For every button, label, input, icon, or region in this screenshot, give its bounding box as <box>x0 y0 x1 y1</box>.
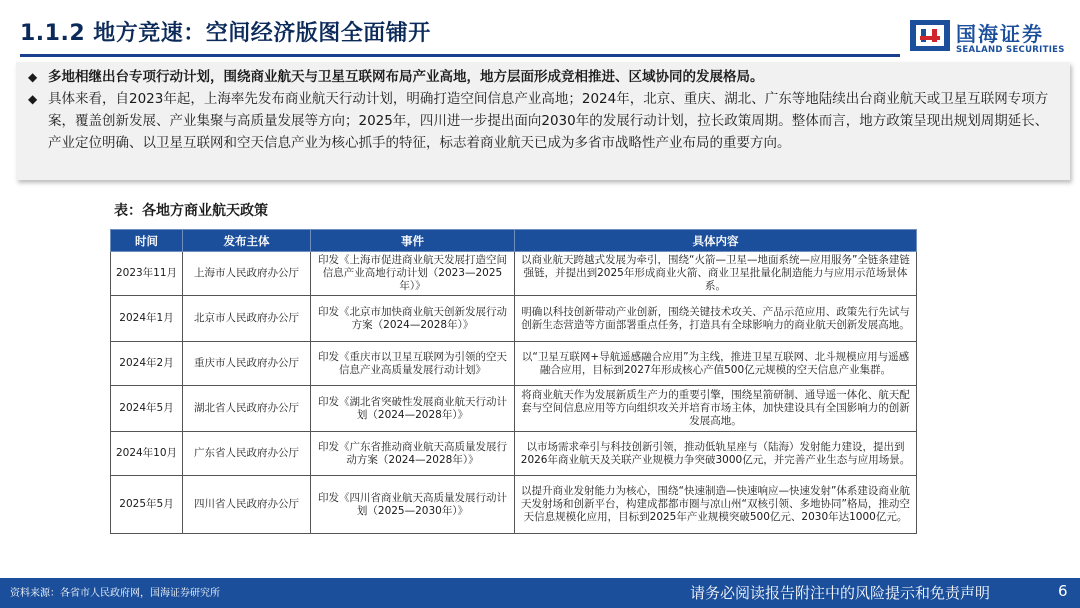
summary-bullet-text: 多地相继出台专项行动计划，围绕商业航天与卫星互联网布局产业高地，地方层面形成竞相推进、区域协同的发展格局。 <box>48 69 764 85</box>
table-header-row <box>111 230 917 252</box>
page-title: 1.1.2 地方竞速：空间经济版图全面铺开 <box>20 21 431 46</box>
cell-content: 以提升商业发射能力为核心，围绕“快速制造—快速响应—快速发射”体系建设商业航天发射场和创新平台，构建成都都市圈与凉山州“双核引领、多地协同”格局，推动空天信息规模化应用，目标到2025年产业规模突破500亿元、2030年达1000亿元。 <box>515 476 917 534</box>
cell-content: 明确以科技创新带动产业创新，围绕关键技术攻关、产品示范应用、政策先行先试与创新生态营造等方面部署重点任务，打造具有全球影响力的商业航天创新发展高地。 <box>515 296 917 342</box>
cell-time: 2024年5月 <box>111 386 183 432</box>
cell-time: 2024年1月 <box>111 296 183 342</box>
logo-chinese-name: 国海证券 <box>956 22 1044 46</box>
cell-event: 印发《重庆市以卫星互联网为引领的空天信息产业高质量发展行动计划》 <box>311 342 515 386</box>
column-header-content: 具体内容 <box>515 230 917 252</box>
company-logo <box>908 14 1068 60</box>
cell-event: 印发《上海市促进商业航天发展打造空间信息产业高地行动计划（2023—2025年）》 <box>311 252 515 296</box>
footer-source: 资料来源：各省市人民政府网，国海证券研究所 <box>10 588 220 599</box>
column-header-time: 时间 <box>111 230 183 252</box>
logo-english-name: SEALAND SECURITIES <box>956 45 1065 55</box>
policy-table <box>110 229 917 534</box>
footer-disclaimer: 请务必阅读报告附注中的风险提示和免责声明 <box>690 584 991 602</box>
cell-content: 以市场需求牵引与科技创新引领，推动低轨星座与（陆海）发射能力建设，提出到2026年商业航天及关联产业规模力争突破3000亿元，并完善产业生态与应用场景。 <box>515 432 917 476</box>
sealand-logo-icon <box>908 16 952 56</box>
title-divider <box>20 54 900 57</box>
cell-issuer: 广东省人民政府办公厅 <box>183 432 311 476</box>
table-row <box>111 296 917 342</box>
page-number: 6 <box>1058 582 1068 600</box>
cell-content: 以商业航天跨越式发展为牵引，围绕“火箭—卫星—地面系统—应用服务”全链条建链强链，并提出到2025年形成商业火箭、商业卫星批量化制造能力与应用示范场景体系。 <box>515 252 917 296</box>
table-row <box>111 432 917 476</box>
cell-issuer: 重庆市人民政府办公厅 <box>183 342 311 386</box>
diamond-bullet-icon: ◆ <box>28 92 38 106</box>
cell-issuer: 湖北省人民政府办公厅 <box>183 386 311 432</box>
cell-time: 2024年10月 <box>111 432 183 476</box>
table-row <box>111 386 917 432</box>
table-row <box>111 252 917 296</box>
cell-event: 印发《四川省商业航天高质量发展行动计划（2025—2030年）》 <box>311 476 515 534</box>
cell-issuer: 四川省人民政府办公厅 <box>183 476 311 534</box>
cell-issuer: 北京市人民政府办公厅 <box>183 296 311 342</box>
cell-event: 印发《湖北省突破性发展商业航天行动计划（2024—2028年）》 <box>311 386 515 432</box>
column-header-issuer: 发布主体 <box>183 230 311 252</box>
table-row <box>111 342 917 386</box>
cell-content: 将商业航天作为发展新质生产力的重要引擎，围绕星箭研制、通导遥一体化、航天配套与空间信息应用等方向组织攻关并培育市场主体，加快建设具有全国影响力的创新发展高地。 <box>515 386 917 432</box>
cell-issuer: 上海市人民政府办公厅 <box>183 252 311 296</box>
table-caption: 表：各地方商业航天政策 <box>114 203 268 219</box>
summary-bullet-text: 具体来看，自2023年起，上海率先发布商业航天行动计划，明确打造空间信息产业高地；2024年，北京、重庆、湖北、广东等地陆续出台商业航天或卫星互联网专项方案，覆盖创新发展、产业集聚与高质量发展等方向；2025年，四川进一步提出面向2030年的发展行动计划，拉长政策周期。整体而言，地方政策呈现出规划周期延长、产业定位明确、以卫星互联网和空天信息产业为核心抓手的特征，标志着商业航天已成为多省市战略性产业布局的重要方向。 <box>48 91 1049 151</box>
cell-time: 2023年11月 <box>111 252 183 296</box>
cell-time: 2024年2月 <box>111 342 183 386</box>
table-row <box>111 476 917 534</box>
cell-event: 印发《广东省推动商业航天高质量发展行动方案（2024—2028年）》 <box>311 432 515 476</box>
cell-event: 印发《北京市加快商业航天创新发展行动方案（2024—2028年）》 <box>311 296 515 342</box>
column-header-event: 事件 <box>311 230 515 252</box>
cell-time: 2025年5月 <box>111 476 183 534</box>
footer-bar <box>0 578 1080 608</box>
cell-content: 以“卫星互联网+导航遥感融合应用”为主线，推进卫星互联网、北斗规模应用与遥感融合应用，目标到2027年形成核心产值500亿元规模的空天信息产业集群。 <box>515 342 917 386</box>
summary-bullet <box>28 66 1060 88</box>
diamond-bullet-icon: ◆ <box>28 70 38 84</box>
summary-box <box>16 62 1070 180</box>
summary-bullet <box>28 88 1060 154</box>
